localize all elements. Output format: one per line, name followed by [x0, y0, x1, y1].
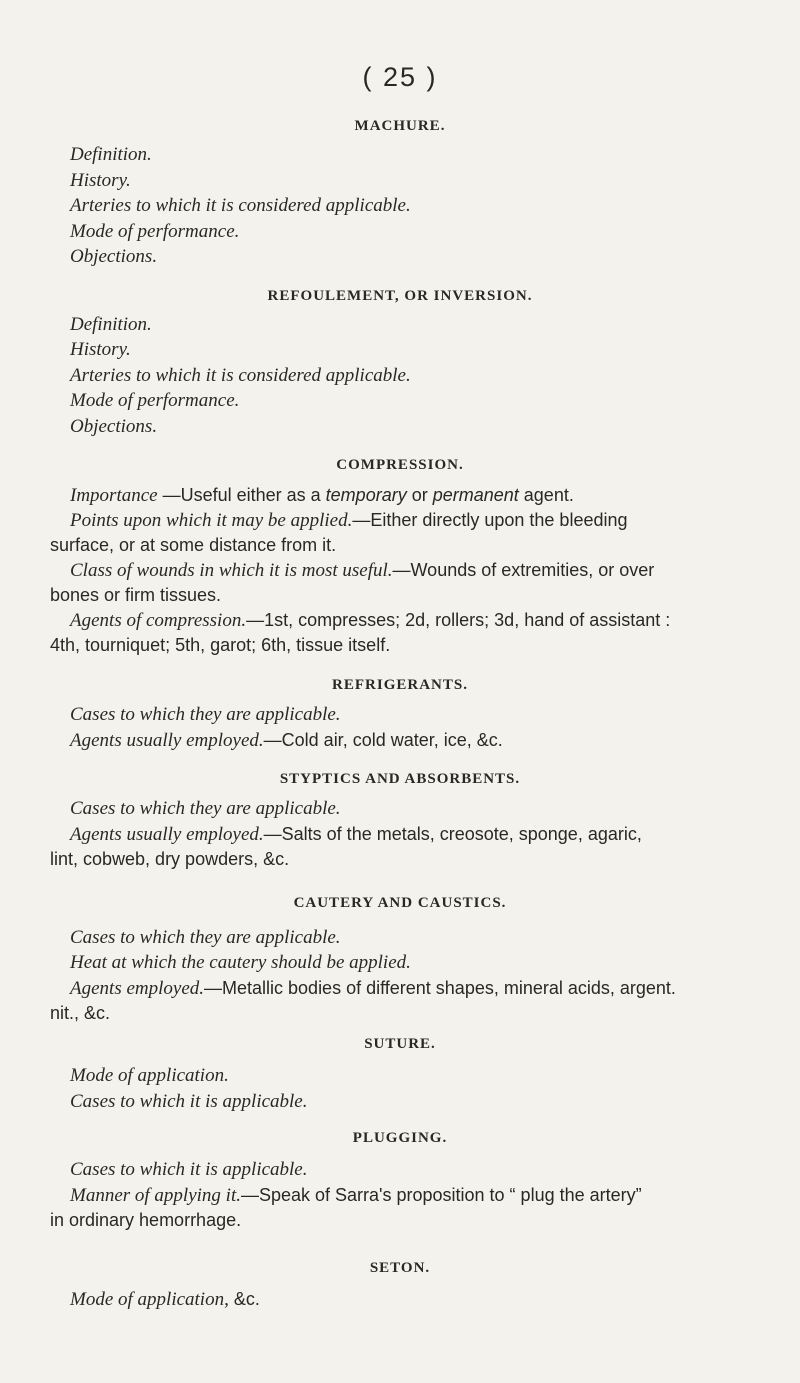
refrigerants-cases: Cases to which they are applicable. — [70, 704, 341, 725]
seton-mode — [70, 1287, 760, 1312]
compression-importance-text-c: agent. — [518, 485, 574, 505]
cautery-agents-text: —Metallic bodies of different shapes, mineral acids, argent. — [204, 978, 676, 998]
suture-cases: Cases to which it is applicable. — [70, 1091, 308, 1112]
refoulement-history: History. — [70, 339, 131, 360]
machure-mode: Mode of performance. — [70, 221, 240, 242]
compression-agents-label: Agents of compression. — [70, 610, 247, 631]
compression-importance-text-b: or — [406, 485, 433, 505]
seton-mode-label: Mode of application, — [70, 1289, 229, 1310]
refrigerants-agents-text: —Cold air, cold water, ice, &c. — [263, 730, 503, 750]
section-heading-cautery: CAUTERY AND CAUSTICS. — [293, 895, 507, 911]
compression-points-cont: surface, or at some distance from it. — [50, 535, 337, 555]
styptics-agents-text: —Salts of the metals, creosote, sponge, agaric, — [263, 824, 642, 844]
compression-class-cont: bones or firm tissues. — [50, 585, 222, 605]
styptics-agents — [70, 822, 760, 847]
compression-class-text: —Wounds of extremities, or over — [392, 560, 655, 580]
section-heading-refrigerants: REFRIGERANTS. — [332, 677, 468, 693]
compression-importance — [70, 483, 760, 508]
compression-points-label: Points upon which it may be applied. — [70, 510, 353, 531]
compression-temporary: temporary — [325, 485, 407, 505]
plugging-manner-text: —Speak of Sarra's proposition to “ plug the artery” — [240, 1185, 642, 1205]
compression-points-text: —Either directly upon the bleeding — [352, 510, 628, 530]
plugging-manner — [70, 1183, 760, 1208]
styptics-agents-cont: lint, cobweb, dry powders, &c. — [50, 849, 290, 869]
refrigerants-agents-label: Agents usually employed. — [70, 730, 264, 751]
cautery-agents — [70, 976, 760, 1001]
compression-points — [70, 508, 760, 533]
plugging-cases: Cases to which it is applicable. — [70, 1159, 308, 1180]
cautery-agents-label: Agents employed. — [70, 978, 205, 999]
compression-agents — [70, 608, 760, 633]
section-heading-plugging: PLUGGING. — [352, 1130, 448, 1146]
compression-agents-text: —1st, compresses; 2d, rollers; 3d, hand of assistant : — [246, 610, 671, 630]
refoulement-objections: Objections. — [70, 416, 158, 437]
plugging-manner-cont: in ordinary hemorrhage. — [50, 1210, 242, 1230]
section-heading-machure: MACHURE. — [354, 118, 446, 134]
section-heading-suture: SUTURE. — [364, 1036, 436, 1052]
compression-importance-text-a: —Useful either as a — [157, 485, 326, 505]
section-heading-seton: SETON. — [369, 1260, 431, 1276]
styptics-cases: Cases to which they are applicable. — [70, 798, 341, 819]
refrigerants-agents — [70, 728, 760, 753]
compression-class — [70, 558, 760, 583]
machure-arteries: Arteries to which it is considered applicable. — [70, 195, 411, 216]
compression-permanent: permanent — [432, 485, 519, 505]
refoulement-definition: Definition. — [70, 314, 152, 335]
compression-importance-label: Importance — [70, 485, 158, 506]
section-heading-refoulement: REFOULEMENT, OR INVERSION. — [267, 288, 533, 304]
cautery-heat: Heat at which the cautery should be applied. — [70, 952, 411, 973]
page-number: ( 25 ) — [362, 62, 438, 92]
plugging-manner-label: Manner of applying it. — [70, 1185, 241, 1206]
machure-history: History. — [70, 170, 131, 191]
compression-class-label: Class of wounds in which it is most useful. — [70, 560, 393, 581]
seton-mode-text: &c. — [228, 1289, 260, 1309]
styptics-agents-label: Agents usually employed. — [70, 824, 264, 845]
compression-agents-cont: 4th, tourniquet; 5th, garot; 6th, tissue itself. — [50, 635, 391, 655]
refoulement-arteries: Arteries to which it is considered applicable. — [70, 365, 411, 386]
machure-definition: Definition. — [70, 144, 152, 165]
cautery-cases: Cases to which they are applicable. — [70, 927, 341, 948]
section-heading-compression: COMPRESSION. — [336, 457, 464, 473]
section-heading-styptics: STYPTICS AND ABSORBENTS. — [279, 771, 521, 787]
refoulement-mode: Mode of performance. — [70, 390, 240, 411]
suture-mode: Mode of application. — [70, 1065, 229, 1086]
machure-objections: Objections. — [70, 246, 158, 267]
cautery-agents-cont: nit., &c. — [50, 1003, 111, 1023]
